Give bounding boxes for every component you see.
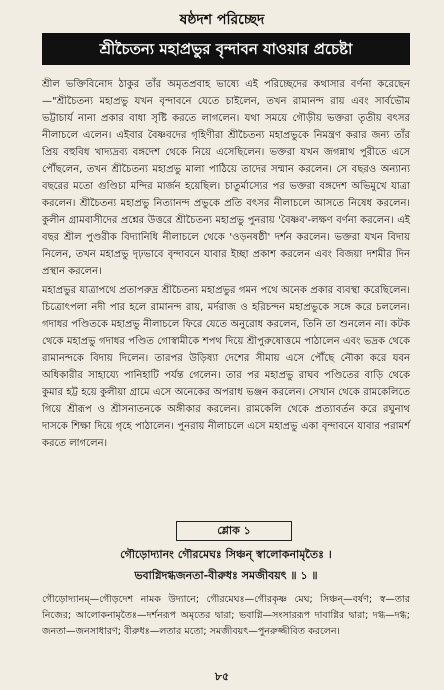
verse-line-1: গৌড়োদ্যানং গৌরমেঘঃ সিঞ্চন্ স্বালোকনামৃতৈঃ । (120, 548, 332, 561)
body-text (42, 76, 410, 452)
page-number: ৮৫ (214, 670, 230, 683)
chapter-header: ষষ্ঠদশ পরিচ্ছেদ (179, 12, 265, 28)
sloka-label: শ্লোক ১ (176, 521, 292, 541)
word-gloss: গৌড়োদ্যানম্—গৌড়দেশ নামক উদ্যানে; গৌরমেঘঃ—গৌরকৃষ্ণ মেঘ; সিঞ্চন্—বর্ষণ; স্ব—তার নিজের; আলোকনামৃতৈঃ—দর্শনরূপ অমৃতের দ্বারা; ভবাগ্নি—সংসাররূপ দাবাগ্নির দ্বারা; দগ্ধ—দগ্ধ; জনতা—জনসাধারণ; বীরুধঃ—লতার মতো; সমজীবয়ৎ—পুনরুজ্জীবিত করলেন। (42, 594, 410, 637)
paragraph-2: মহাপ্রভুর যাত্রাপথে প্রতাপরুদ্র শ্রীচৈতন্য মহাপ্রভুর গমন পথে অনেক প্রকার ব্যবস্থা করেছিলেন। চিত্রোৎপলা নদী পার হলে রামানন্দ রায়, মর্দরাজ ও হরিচন্দন মহাপ্রভুকে সঙ্গে করে চললেন। গদাধর পণ্ডিতকে মহাপ্রভু নীলাচলে ফিরে যেতে অনুরোধ করলেন, তিনি তা শুনলেন না। কটক থেকে মহাপ্রভু গদাধর পণ্ডিত গোস্বামীকে শপথ দিয়ে শ্রীপুরুষোত্তমে পাঠালেন এবং ভদ্রক থেকে রামানন্দকে বিদায় দিলেন। তারপর উড়িষ্যা দেশের সীমায় এসে পৌঁছে নৌকা করে যবন অধিকারীর সাহায্যে পানিহাটি পর্যন্ত গেলেন। তার পর মহাপ্রভু রাঘব পণ্ডিতের বাড়ি থেকে কুমার হট্ট হয়ে কুলীয়া গ্রামে এসে অনেকের অপরাধ ভঞ্জন করলেন। সেখান থেকে রামকেলিতে গিয়ে শ্রীরূপ ও শ্রীসনাতনকে অঙ্গীকার করলেন। রামকেলি থেকে প্রত্যাবর্তন করে রঘুনাথ দাসকে শিক্ষা দিয়ে গৃহে পাঠালেন। পুনরায় নীলাচলে এসে মহাপ্রভু একা বৃন্দাবনে যাবার পরামর্শ করতে লাগলেন। (42, 285, 410, 449)
paragraph-1: শ্রীল ভক্তিবিনোদ ঠাকুর তাঁর অমৃতপ্রবাহ ভাষ্যে এই পরিচ্ছেদের কথাসার বর্ণনা করেছেন—"শ্রীচৈতন্য মহাপ্রভু যখন বৃন্দাবনে যেতে চাইলেন, তখন রামানন্দ রায় এবং সার্বভৌম ভট্টাচার্য নানা প্রকার বাধা সৃষ্টি করতে লাগলেন। যথা সময়ে গৌড়ীয় ভক্তরা তৃতীয় বৎসর নীলাচলে এলেন। এইবার বৈষ্ণবদের গৃহিণীরা শ্রীচৈতন্য মহাপ্রভুকে নিমন্ত্রণ করার জন্য তাঁর প্রিয় বহুবিধ খাদ্যদ্রব্য বঙ্গদেশ থেকে নিয়ে এসেছিলেন। ভক্তরা যখন জগন্নাথ পুরীতে এসে পৌঁছলেন, তখন শ্রীচৈতন্য মহাপ্রভু মালা পাঠিয়ে তাদের সম্মান করলেন। সে বছরও অন্যান্য বছরের মতো গুণ্ডিচা মন্দির মার্জন হয়েছিল। চাতুর্মাস্যের পর ভক্তরা বঙ্গদেশ অভিমুখে যাত্রা করলেন। শ্রীচৈতন্য মহাপ্রভু নিত্যানন্দ প্রভুকে প্রতি বৎসর নীলাচলে আসতে নিষেধ করলেন। কুলীন গ্রামবাসীদের প্রশ্নের উত্তরে শ্রীচৈতন্য মহাপ্রভু পুনরায় 'বৈষ্ণব'-লক্ষণ বর্ণনা করলেন। এই বছর শ্রীল পুণ্ডরীক বিদ্যানিধি নীলাচলে থেকে 'ওড়নষষ্ঠী' দর্শন করলেন। ভক্তরা যখন বিদায় নিলেন, তখন মহাপ্রভু দৃঢ়ভাবে বৃন্দাবনে যাবার ইচ্ছা প্রকাশ করলেন এবং বিজয়া দশমীর দিন প্রস্থান করলেন। (42, 79, 410, 277)
verse-line-2: ভবাগ্নিদগ্ধজনতা-বীরুধঃ সমজীবয়ৎ ॥ ১ ॥ (134, 569, 318, 582)
chapter-title: শ্রীচৈতন্য মহাপ্রভুর বৃন্দাবন যাওয়ার প্রচেষ্টা (42, 33, 410, 65)
